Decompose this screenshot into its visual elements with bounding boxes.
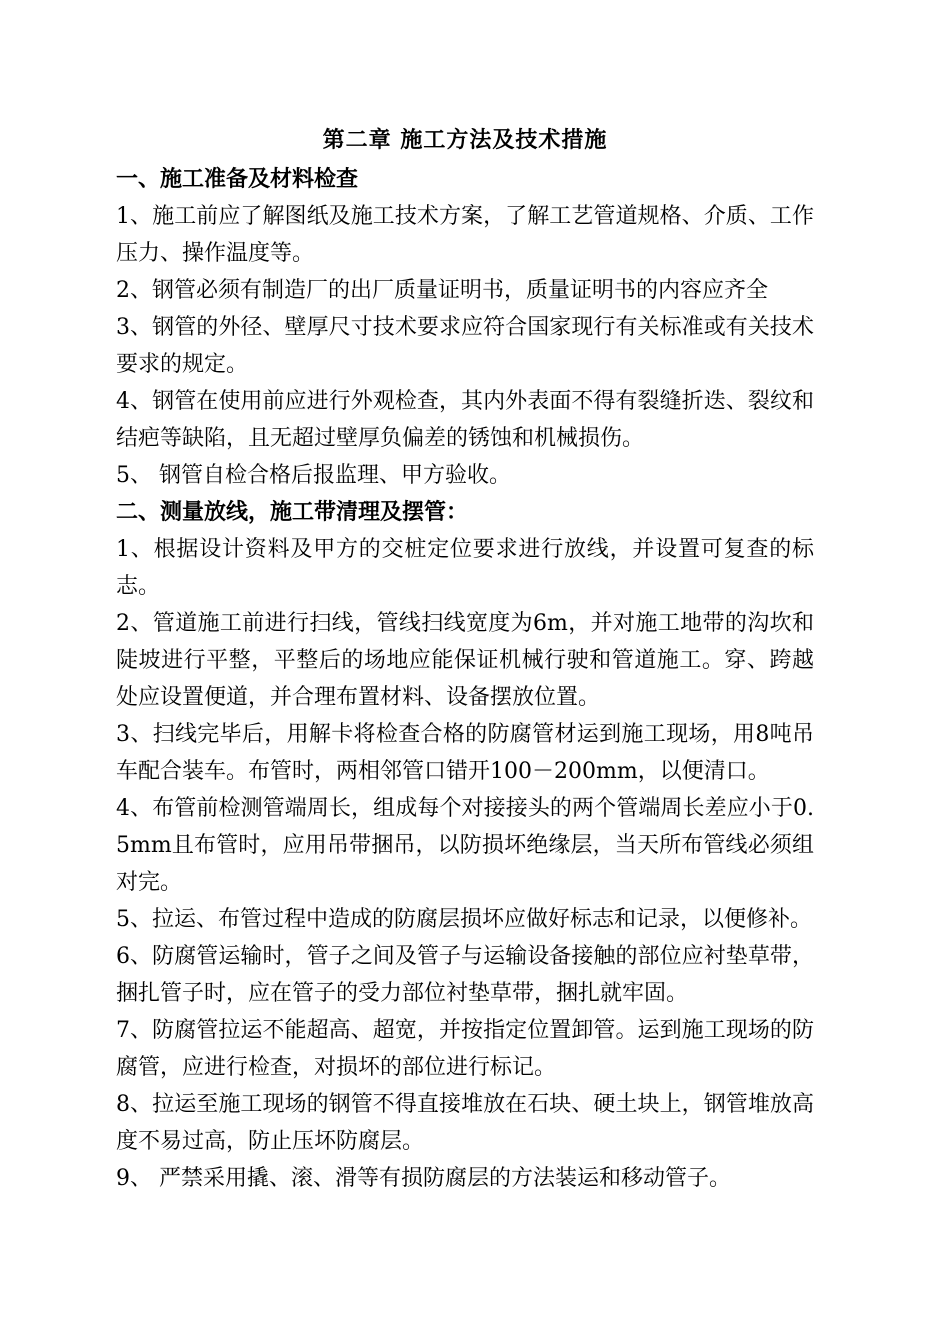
paragraph: 4、钢管在使用前应进行外观检查，其内外表面不得有裂缝折迭、裂纹和结疤等缺陷，且无超过壁厚负偏差的锈蚀和机械损伤。 xyxy=(116,389,814,451)
paragraph: 1、施工前应了解图纸及施工技术方案，了解工艺管道规格、介质、工作压力、操作温度等。 xyxy=(116,204,814,266)
paragraph: 6、防腐管运输时，管子之间及管子与运输设备接触的部位应衬垫草带，捆扎管子时，应在管子的受力部位衬垫草带，捆扎就牢固。 xyxy=(116,944,814,1006)
paragraph: 9、 严禁采用撬、滚、滑等有损防腐层的方法装运和移动管子。 xyxy=(116,1166,731,1191)
paragraph: 5、 钢管自检合格后报监理、甲方验收。 xyxy=(116,463,511,488)
section-heading: 二、测量放线，施工带清理及摆管： xyxy=(116,499,469,525)
paragraph: 4、布管前检测管端周长，组成每个对接接头的两个管端周长差应小于0.5mm且布管时，应用吊带捆吊，以防损坏绝缘层，当天所布管线必须组对完。 xyxy=(116,796,814,895)
paragraph: 2、管道施工前进行扫线，管线扫线宽度为6m，并对施工地带的沟坎和陡坡进行平整，平整后的场地应能保证机械行驶和管道施工。穿、跨越处应设置便道，并合理布置材料、设备摆放位置。 xyxy=(116,611,814,710)
paragraph: 3、扫线完毕后，用解卡将检查合格的防腐管材运到施工现场，用8吨吊车配合装车。布管时，两相邻管口错开100－200mm，以便清口。 xyxy=(116,722,814,784)
section-heading: 一、施工准备及材料检查 xyxy=(116,166,359,192)
chapter-title: 第二章 施工方法及技术措施 xyxy=(322,127,608,153)
paragraph: 5、拉运、布管过程中造成的防腐层损坏应做好标志和记录，以便修补。 xyxy=(116,907,812,932)
document-page xyxy=(116,120,814,1197)
section-survey-layout xyxy=(116,494,814,1197)
paragraph: 3、钢管的外径、壁厚尺寸技术要求应符合国家现行有关标准或有关技术要求的规定。 xyxy=(116,315,814,377)
paragraph: 8、拉运至施工现场的钢管不得直接堆放在石块、硬土块上，钢管堆放高度不易过高，防止压坏防腐层。 xyxy=(116,1092,814,1154)
paragraph: 7、防腐管拉运不能超高、超宽，并按指定位置卸管。运到施工现场的防腐管，应进行检查，对损坏的部位进行标记。 xyxy=(116,1018,814,1080)
paragraph: 2、钢管必须有制造厂的出厂质量证明书，质量证明书的内容应齐全 xyxy=(116,278,768,303)
paragraph: 1、根据设计资料及甲方的交桩定位要求进行放线，并设置可复查的标志。 xyxy=(116,537,814,599)
section-preparation xyxy=(116,161,814,494)
